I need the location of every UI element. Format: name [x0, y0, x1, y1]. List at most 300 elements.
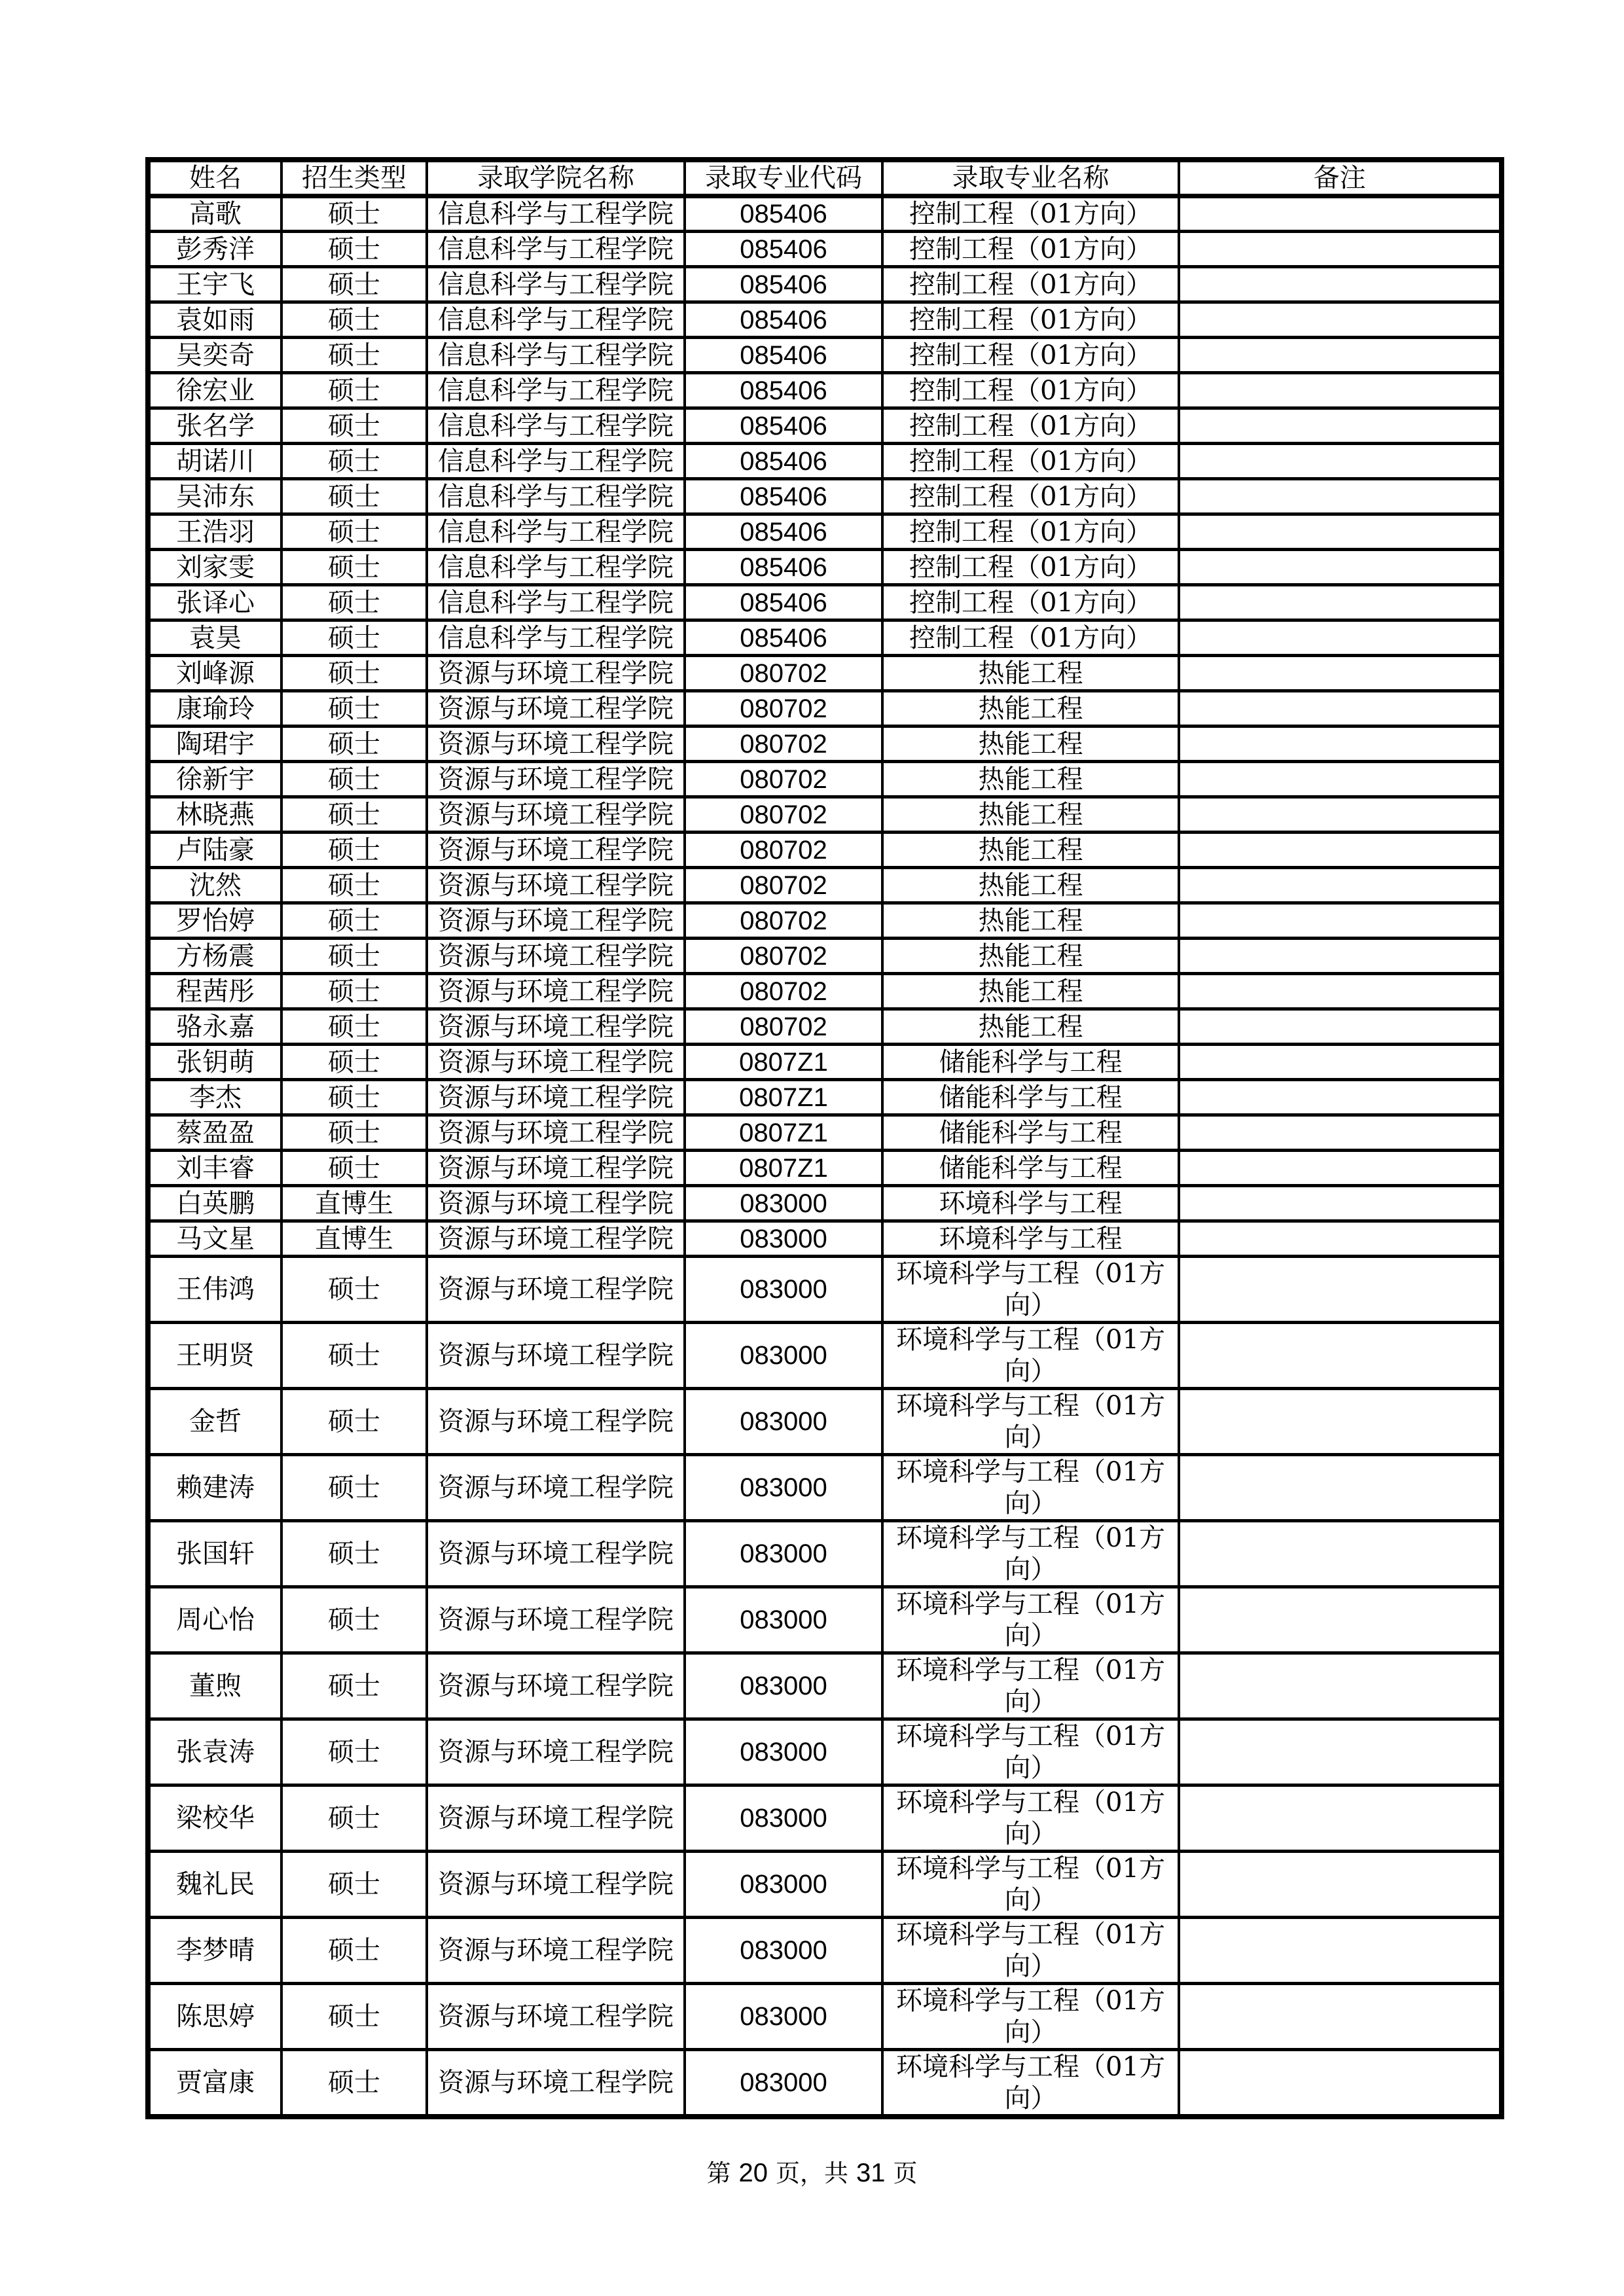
cell-name: 吴奕奇: [148, 338, 281, 373]
table-row: [148, 302, 1502, 338]
cell-name: 刘丰睿: [148, 1151, 281, 1186]
table-row: [148, 1719, 1502, 1785]
cell-admission-type: 硕士: [281, 196, 427, 232]
cell-major-name: 环境科学与工程: [882, 1186, 1179, 1221]
cell-college: 信息科学与工程学院: [427, 550, 685, 585]
cell-admission-type: 硕士: [281, 1389, 427, 1455]
cell-major-code: 083000: [685, 1587, 882, 1653]
cell-remark: [1179, 267, 1502, 302]
cell-remark: [1179, 373, 1502, 408]
cell-admission-type: 硕士: [281, 479, 427, 514]
cell-college: 资源与环境工程学院: [427, 762, 685, 797]
table-row: [148, 444, 1502, 479]
cell-admission-type: 硕士: [281, 267, 427, 302]
cell-major-code: 083000: [685, 1521, 882, 1587]
cell-college: 资源与环境工程学院: [427, 1080, 685, 1115]
table-row: [148, 408, 1502, 444]
cell-remark: [1179, 1186, 1502, 1221]
table-row: [148, 1587, 1502, 1653]
cell-major-code: 083000: [685, 1257, 882, 1323]
cell-admission-type: 硕士: [281, 585, 427, 620]
cell-major-name: 热能工程: [882, 691, 1179, 726]
table-body: [148, 196, 1502, 2117]
cell-admission-type: 硕士: [281, 1455, 427, 1521]
table-row: [148, 1009, 1502, 1045]
cell-remark: [1179, 338, 1502, 373]
table-row: [148, 1455, 1502, 1521]
cell-name: 高歌: [148, 196, 281, 232]
cell-name: 王浩羽: [148, 514, 281, 550]
cell-remark: [1179, 550, 1502, 585]
cell-major-name: 环境科学与工程: [882, 1221, 1179, 1257]
cell-college: 资源与环境工程学院: [427, 797, 685, 833]
cell-major-name: 热能工程: [882, 797, 1179, 833]
table-row: [148, 797, 1502, 833]
cell-college: 资源与环境工程学院: [427, 1719, 685, 1785]
cell-remark: [1179, 1587, 1502, 1653]
cell-name: 蔡盈盈: [148, 1115, 281, 1151]
cell-remark: [1179, 797, 1502, 833]
table-row: [148, 833, 1502, 868]
table-row: [148, 762, 1502, 797]
cell-major-code: 085406: [685, 338, 882, 373]
cell-admission-type: 硕士: [281, 939, 427, 974]
table-row: [148, 196, 1502, 232]
cell-admission-type: 硕士: [281, 620, 427, 656]
cell-major-name: 控制工程（01方向）: [882, 302, 1179, 338]
cell-college: 资源与环境工程学院: [427, 1918, 685, 1984]
cell-major-code: 083000: [685, 1918, 882, 1984]
cell-major-name: 环境科学与工程（01方向）: [882, 1719, 1179, 1785]
cell-remark: [1179, 1045, 1502, 1080]
cell-major-name: 环境科学与工程（01方向）: [882, 1257, 1179, 1323]
table-row: [148, 1521, 1502, 1587]
table-row: [148, 373, 1502, 408]
cell-college: 资源与环境工程学院: [427, 1653, 685, 1719]
table-row: [148, 1984, 1502, 2050]
header-college: 录取学院名称: [427, 160, 685, 196]
cell-name: 吴沛东: [148, 479, 281, 514]
cell-name: 马文星: [148, 1221, 281, 1257]
cell-remark: [1179, 302, 1502, 338]
table-header: [148, 160, 1502, 196]
cell-college: 资源与环境工程学院: [427, 868, 685, 903]
cell-name: 陶珺宇: [148, 726, 281, 762]
cell-admission-type: 硕士: [281, 1521, 427, 1587]
cell-admission-type: 硕士: [281, 1653, 427, 1719]
cell-college: 资源与环境工程学院: [427, 1186, 685, 1221]
cell-major-name: 控制工程（01方向）: [882, 232, 1179, 267]
cell-major-name: 环境科学与工程（01方向）: [882, 1587, 1179, 1653]
footer-infix: 页，共: [776, 2159, 848, 2187]
cell-name: 张袁涛: [148, 1719, 281, 1785]
cell-major-name: 控制工程（01方向）: [882, 373, 1179, 408]
table-row: [148, 1389, 1502, 1455]
cell-major-code: 083000: [685, 1719, 882, 1785]
cell-college: 信息科学与工程学院: [427, 373, 685, 408]
cell-remark: [1179, 903, 1502, 939]
cell-name: 彭秀洋: [148, 232, 281, 267]
cell-name: 李杰: [148, 1080, 281, 1115]
cell-college: 资源与环境工程学院: [427, 1785, 685, 1852]
cell-admission-type: 硕士: [281, 1852, 427, 1918]
cell-major-code: 085406: [685, 585, 882, 620]
cell-name: 方杨震: [148, 939, 281, 974]
table-row: [148, 726, 1502, 762]
cell-major-name: 环境科学与工程（01方向）: [882, 1521, 1179, 1587]
cell-major-name: 热能工程: [882, 833, 1179, 868]
cell-major-name: 环境科学与工程（01方向）: [882, 1323, 1179, 1389]
cell-major-name: 热能工程: [882, 868, 1179, 903]
cell-admission-type: 硕士: [281, 1151, 427, 1186]
cell-major-name: 储能科学与工程: [882, 1080, 1179, 1115]
cell-remark: [1179, 974, 1502, 1009]
cell-major-code: 0807Z1: [685, 1080, 882, 1115]
cell-college: 信息科学与工程学院: [427, 620, 685, 656]
cell-major-name: 控制工程（01方向）: [882, 408, 1179, 444]
cell-remark: [1179, 1389, 1502, 1455]
cell-major-name: 储能科学与工程: [882, 1115, 1179, 1151]
cell-major-code: 085406: [685, 408, 882, 444]
cell-name: 林晓燕: [148, 797, 281, 833]
cell-major-name: 热能工程: [882, 903, 1179, 939]
cell-name: 徐宏业: [148, 373, 281, 408]
cell-major-code: 080702: [685, 1009, 882, 1045]
cell-college: 资源与环境工程学院: [427, 939, 685, 974]
cell-major-code: 0807Z1: [685, 1045, 882, 1080]
cell-major-name: 环境科学与工程（01方向）: [882, 1455, 1179, 1521]
cell-college: 信息科学与工程学院: [427, 479, 685, 514]
cell-major-code: 080702: [685, 797, 882, 833]
cell-admission-type: 硕士: [281, 1719, 427, 1785]
cell-admission-type: 硕士: [281, 1080, 427, 1115]
cell-college: 资源与环境工程学院: [427, 691, 685, 726]
cell-college: 资源与环境工程学院: [427, 1984, 685, 2050]
cell-major-code: 085406: [685, 620, 882, 656]
cell-admission-type: 硕士: [281, 726, 427, 762]
footer-suffix: 页: [893, 2159, 918, 2187]
cell-name: 魏礼民: [148, 1852, 281, 1918]
cell-major-code: 080702: [685, 903, 882, 939]
cell-admission-type: 硕士: [281, 1918, 427, 1984]
cell-remark: [1179, 1785, 1502, 1852]
cell-remark: [1179, 762, 1502, 797]
cell-remark: [1179, 479, 1502, 514]
footer-page-number: 20: [738, 2159, 768, 2187]
cell-college: 资源与环境工程学院: [427, 1151, 685, 1186]
cell-remark: [1179, 1221, 1502, 1257]
cell-college: 资源与环境工程学院: [427, 1852, 685, 1918]
table-row: [148, 1221, 1502, 1257]
cell-remark: [1179, 620, 1502, 656]
cell-major-code: 080702: [685, 656, 882, 691]
cell-admission-type: 硕士: [281, 338, 427, 373]
cell-college: 信息科学与工程学院: [427, 514, 685, 550]
cell-remark: [1179, 1323, 1502, 1389]
cell-name: 张钥萌: [148, 1045, 281, 1080]
cell-college: 信息科学与工程学院: [427, 338, 685, 373]
cell-remark: [1179, 1984, 1502, 2050]
table-row: [148, 868, 1502, 903]
cell-admission-type: 硕士: [281, 656, 427, 691]
cell-remark: [1179, 868, 1502, 903]
cell-college: 资源与环境工程学院: [427, 1323, 685, 1389]
table-row: [148, 479, 1502, 514]
cell-major-name: 储能科学与工程: [882, 1045, 1179, 1080]
cell-remark: [1179, 939, 1502, 974]
cell-major-name: 控制工程（01方向）: [882, 585, 1179, 620]
cell-admission-type: 硕士: [281, 232, 427, 267]
cell-major-code: 0807Z1: [685, 1115, 882, 1151]
cell-college: 信息科学与工程学院: [427, 302, 685, 338]
cell-major-code: 085406: [685, 232, 882, 267]
cell-college: 资源与环境工程学院: [427, 2050, 685, 2117]
table-row: [148, 939, 1502, 974]
table-row: [148, 585, 1502, 620]
cell-name: 贾富康: [148, 2050, 281, 2117]
cell-name: 董煦: [148, 1653, 281, 1719]
cell-major-name: 热能工程: [882, 974, 1179, 1009]
cell-name: 王宇飞: [148, 267, 281, 302]
header-remark: 备注: [1179, 160, 1502, 196]
cell-remark: [1179, 656, 1502, 691]
cell-college: 资源与环境工程学院: [427, 1257, 685, 1323]
cell-remark: [1179, 408, 1502, 444]
cell-major-code: 083000: [685, 1653, 882, 1719]
cell-admission-type: 硕士: [281, 1257, 427, 1323]
table-row: [148, 656, 1502, 691]
cell-major-code: 085406: [685, 267, 882, 302]
table-row: [148, 1918, 1502, 1984]
cell-major-name: 储能科学与工程: [882, 1151, 1179, 1186]
cell-major-name: 环境科学与工程（01方向）: [882, 2050, 1179, 2117]
cell-major-code: 080702: [685, 762, 882, 797]
cell-remark: [1179, 1009, 1502, 1045]
cell-major-code: 080702: [685, 974, 882, 1009]
cell-admission-type: 硕士: [281, 444, 427, 479]
cell-college: 资源与环境工程学院: [427, 833, 685, 868]
cell-major-name: 控制工程（01方向）: [882, 338, 1179, 373]
table-row: [148, 267, 1502, 302]
cell-college: 信息科学与工程学院: [427, 444, 685, 479]
cell-major-code: 085406: [685, 302, 882, 338]
cell-college: 资源与环境工程学院: [427, 1009, 685, 1045]
cell-college: 资源与环境工程学院: [427, 1521, 685, 1587]
cell-major-name: 热能工程: [882, 656, 1179, 691]
cell-name: 张国轩: [148, 1521, 281, 1587]
table-row: [148, 903, 1502, 939]
cell-name: 骆永嘉: [148, 1009, 281, 1045]
table-row: [148, 1852, 1502, 1918]
cell-remark: [1179, 1653, 1502, 1719]
cell-college: 信息科学与工程学院: [427, 196, 685, 232]
cell-college: 资源与环境工程学院: [427, 974, 685, 1009]
cell-remark: [1179, 585, 1502, 620]
table-row: [148, 691, 1502, 726]
cell-major-name: 热能工程: [882, 726, 1179, 762]
cell-major-code: 080702: [685, 833, 882, 868]
cell-major-code: 080702: [685, 939, 882, 974]
header-name: 姓名: [148, 160, 281, 196]
cell-remark: [1179, 833, 1502, 868]
cell-major-code: 085406: [685, 444, 882, 479]
table-row: [148, 1323, 1502, 1389]
cell-name: 刘峰源: [148, 656, 281, 691]
cell-major-name: 控制工程（01方向）: [882, 444, 1179, 479]
cell-admission-type: 硕士: [281, 1587, 427, 1653]
cell-remark: [1179, 691, 1502, 726]
cell-admission-type: 硕士: [281, 514, 427, 550]
cell-remark: [1179, 1918, 1502, 1984]
cell-name: 袁如雨: [148, 302, 281, 338]
cell-name: 李梦晴: [148, 1918, 281, 1984]
cell-name: 陈思婷: [148, 1984, 281, 2050]
table-row: [148, 1045, 1502, 1080]
table-row: [148, 550, 1502, 585]
cell-name: 程茜彤: [148, 974, 281, 1009]
cell-major-name: 环境科学与工程（01方向）: [882, 1918, 1179, 1984]
cell-admission-type: 硕士: [281, 974, 427, 1009]
cell-college: 资源与环境工程学院: [427, 1389, 685, 1455]
cell-admission-type: 直博生: [281, 1221, 427, 1257]
cell-major-code: 083000: [685, 1323, 882, 1389]
cell-college: 资源与环境工程学院: [427, 1115, 685, 1151]
cell-remark: [1179, 1719, 1502, 1785]
cell-major-name: 环境科学与工程（01方向）: [882, 1653, 1179, 1719]
cell-major-name: 环境科学与工程（01方向）: [882, 1785, 1179, 1852]
cell-admission-type: 硕士: [281, 691, 427, 726]
cell-admission-type: 直博生: [281, 1186, 427, 1221]
footer-total-pages: 31: [856, 2159, 886, 2187]
table-row: [148, 338, 1502, 373]
cell-remark: [1179, 232, 1502, 267]
cell-admission-type: 硕士: [281, 2050, 427, 2117]
cell-admission-type: 硕士: [281, 1323, 427, 1389]
cell-remark: [1179, 444, 1502, 479]
cell-remark: [1179, 726, 1502, 762]
cell-admission-type: 硕士: [281, 1115, 427, 1151]
cell-college: 资源与环境工程学院: [427, 1587, 685, 1653]
cell-name: 周心怡: [148, 1587, 281, 1653]
cell-major-name: 热能工程: [882, 762, 1179, 797]
cell-major-code: 083000: [685, 1984, 882, 2050]
cell-name: 张译心: [148, 585, 281, 620]
cell-major-code: 085406: [685, 196, 882, 232]
cell-major-code: 083000: [685, 1785, 882, 1852]
cell-admission-type: 硕士: [281, 1009, 427, 1045]
cell-admission-type: 硕士: [281, 1045, 427, 1080]
cell-name: 白英鹏: [148, 1186, 281, 1221]
table-row: [148, 1080, 1502, 1115]
cell-admission-type: 硕士: [281, 868, 427, 903]
cell-remark: [1179, 1257, 1502, 1323]
cell-major-name: 环境科学与工程（01方向）: [882, 1984, 1179, 2050]
cell-name: 赖建涛: [148, 1455, 281, 1521]
table-row: [148, 620, 1502, 656]
table-row: [148, 1186, 1502, 1221]
cell-name: 康瑜玲: [148, 691, 281, 726]
cell-remark: [1179, 2050, 1502, 2117]
cell-remark: [1179, 1151, 1502, 1186]
table-row: [148, 1257, 1502, 1323]
cell-major-code: 080702: [685, 868, 882, 903]
table-row: [148, 1115, 1502, 1151]
header-major-name: 录取专业名称: [882, 160, 1179, 196]
cell-major-code: 083000: [685, 1389, 882, 1455]
cell-major-name: 控制工程（01方向）: [882, 479, 1179, 514]
cell-name: 张名学: [148, 408, 281, 444]
cell-major-code: 085406: [685, 550, 882, 585]
table-row: [148, 1151, 1502, 1186]
cell-remark: [1179, 1455, 1502, 1521]
cell-major-code: 080702: [685, 726, 882, 762]
cell-major-code: 085406: [685, 479, 882, 514]
header-admission-type: 招生类型: [281, 160, 427, 196]
cell-major-code: 083000: [685, 1186, 882, 1221]
cell-major-name: 控制工程（01方向）: [882, 196, 1179, 232]
cell-major-code: 085406: [685, 373, 882, 408]
cell-name: 沈然: [148, 868, 281, 903]
cell-college: 信息科学与工程学院: [427, 585, 685, 620]
cell-college: 资源与环境工程学院: [427, 726, 685, 762]
table-row: [148, 232, 1502, 267]
cell-admission-type: 硕士: [281, 408, 427, 444]
header-major-code: 录取专业代码: [685, 160, 882, 196]
cell-admission-type: 硕士: [281, 762, 427, 797]
cell-major-name: 控制工程（01方向）: [882, 550, 1179, 585]
cell-college: 资源与环境工程学院: [427, 1045, 685, 1080]
cell-major-code: 083000: [685, 1852, 882, 1918]
cell-name: 王伟鸿: [148, 1257, 281, 1323]
cell-name: 徐新宇: [148, 762, 281, 797]
cell-major-name: 热能工程: [882, 1009, 1179, 1045]
cell-admission-type: 硕士: [281, 797, 427, 833]
cell-major-code: 080702: [685, 691, 882, 726]
table-row: [148, 1653, 1502, 1719]
cell-major-name: 控制工程（01方向）: [882, 620, 1179, 656]
table-row: [148, 1785, 1502, 1852]
cell-name: 王明贤: [148, 1323, 281, 1389]
cell-college: 资源与环境工程学院: [427, 1455, 685, 1521]
cell-major-name: 热能工程: [882, 939, 1179, 974]
cell-college: 信息科学与工程学院: [427, 232, 685, 267]
cell-name: 刘家雯: [148, 550, 281, 585]
cell-college: 资源与环境工程学院: [427, 903, 685, 939]
cell-admission-type: 硕士: [281, 903, 427, 939]
table-row: [148, 514, 1502, 550]
cell-college: 信息科学与工程学院: [427, 267, 685, 302]
cell-remark: [1179, 514, 1502, 550]
cell-major-code: 085406: [685, 514, 882, 550]
cell-admission-type: 硕士: [281, 833, 427, 868]
cell-name: 胡诺川: [148, 444, 281, 479]
cell-remark: [1179, 1852, 1502, 1918]
table-row: [148, 974, 1502, 1009]
cell-remark: [1179, 1115, 1502, 1151]
cell-college: 资源与环境工程学院: [427, 1221, 685, 1257]
cell-remark: [1179, 1080, 1502, 1115]
cell-admission-type: 硕士: [281, 1984, 427, 2050]
cell-admission-type: 硕士: [281, 302, 427, 338]
cell-name: 袁昊: [148, 620, 281, 656]
cell-major-code: 083000: [685, 2050, 882, 2117]
cell-remark: [1179, 196, 1502, 232]
cell-college: 信息科学与工程学院: [427, 408, 685, 444]
table-row: [148, 2050, 1502, 2117]
footer-prefix: 第: [706, 2159, 731, 2187]
cell-major-name: 环境科学与工程（01方向）: [882, 1389, 1179, 1455]
cell-name: 卢陆豪: [148, 833, 281, 868]
